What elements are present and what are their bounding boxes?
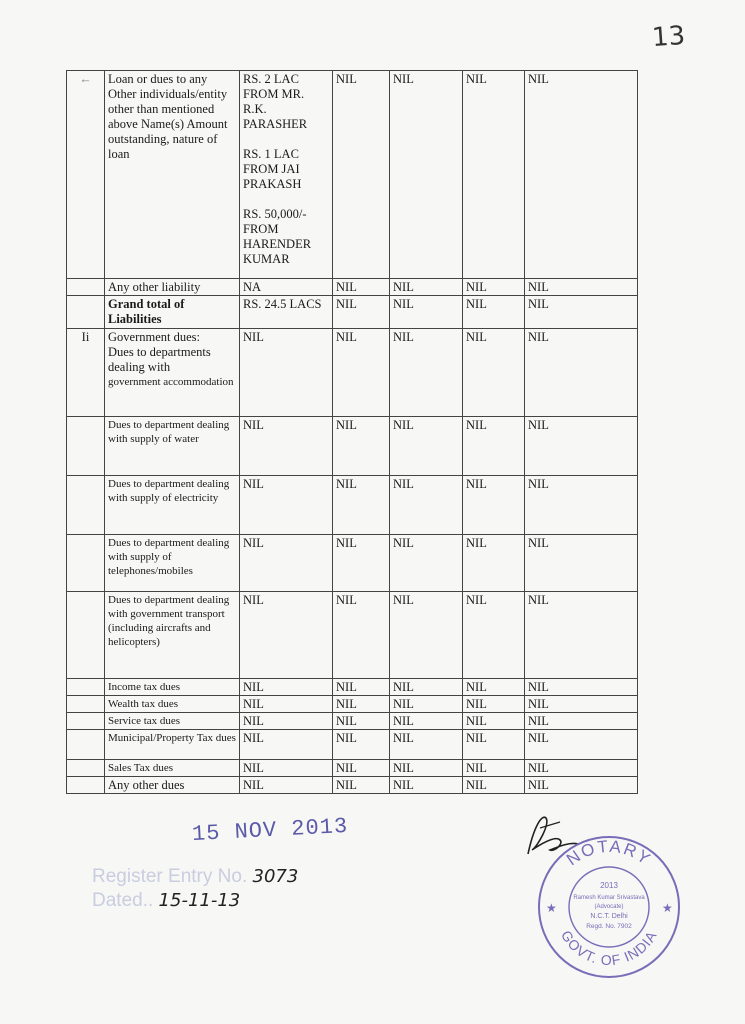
value-cell: NIL — [525, 535, 638, 592]
liabilities-table — [66, 70, 638, 794]
value-cell: NIL — [333, 476, 390, 535]
register-label: Register Entry No. — [92, 866, 248, 887]
value-cell: NIL — [525, 760, 638, 777]
serial-cell: Ii — [67, 329, 105, 417]
value-cell: NIL — [240, 679, 333, 696]
value-cell: NIL — [333, 679, 390, 696]
desc-line: Dues to departments dealing with — [108, 345, 211, 374]
value-cell: NIL — [333, 777, 390, 794]
value-cell: NIL — [240, 777, 333, 794]
description-cell: Dues to department dealing with government transport (including aircrafts and helicopters) — [105, 592, 240, 679]
description-cell: Loan or dues to any Other individuals/entity other than mentioned above Name(s) Amount outstanding, nature of loan — [105, 71, 240, 279]
value-cell: NIL — [333, 535, 390, 592]
table-row — [67, 679, 638, 696]
seal-bottom-text: GOVT. OF INDIA — [557, 927, 660, 969]
register-entry — [92, 866, 298, 888]
value-cell: NIL — [333, 592, 390, 679]
value-cell: NIL — [390, 279, 463, 296]
svg-text:GOVT. OF INDIA — [558, 928, 660, 969]
value-cell: NIL — [463, 679, 525, 696]
value-cell: NIL — [525, 329, 638, 417]
table-row — [67, 279, 638, 296]
serial-cell — [67, 279, 105, 296]
loan-entry: RS. 2 LAC FROM MR. R.K. PARASHER — [243, 72, 308, 131]
seal-name: Ramesh Kumar Srivastava — [573, 895, 645, 901]
description-cell: Dues to department dealing with supply of electricity — [105, 476, 240, 535]
seal-top-text: NOTARY — [563, 836, 656, 870]
seal-regd: Regd. No. 7902 — [586, 923, 632, 930]
value-cell: NIL — [525, 417, 638, 476]
serial-cell: ← — [67, 71, 105, 279]
serial-cell — [67, 535, 105, 592]
table-row — [67, 696, 638, 713]
value-cell: NIL — [525, 730, 638, 760]
value-cell: NIL — [240, 476, 333, 535]
value-cell: NIL — [463, 71, 525, 279]
value-cell: NIL — [390, 592, 463, 679]
table-row — [67, 777, 638, 794]
value-cell: NIL — [525, 696, 638, 713]
value-cell: NIL — [463, 279, 525, 296]
value-cell: NIL — [240, 329, 333, 417]
serial-cell — [67, 777, 105, 794]
serial-cell — [67, 296, 105, 329]
page-number: 13 — [650, 20, 687, 54]
value-cell: NIL — [463, 535, 525, 592]
serial-cell — [67, 713, 105, 730]
value-cell: NIL — [463, 417, 525, 476]
value-cell: NIL — [525, 279, 638, 296]
seal-star-icon: ★ — [662, 901, 673, 915]
description-cell: Service tax dues — [105, 713, 240, 730]
value-cell: NIL — [390, 535, 463, 592]
value-cell: NIL — [390, 329, 463, 417]
value-cell: NIL — [463, 476, 525, 535]
value-cell: NIL — [463, 777, 525, 794]
table-row — [67, 476, 638, 535]
seal-place: N.C.T. Delhi — [590, 913, 628, 920]
seal-star-icon: ★ — [546, 901, 557, 915]
value-cell: RS. 24.5 LACS — [240, 296, 333, 329]
value-cell: NIL — [525, 679, 638, 696]
seal-year: 2013 — [600, 881, 618, 890]
table-row — [67, 713, 638, 730]
value-cell: NIL — [463, 696, 525, 713]
table-row — [67, 71, 638, 279]
value-cell: NIL — [240, 535, 333, 592]
loan-entry: RS. 50,000/- FROM HARENDER KUMAR — [243, 207, 312, 266]
value-cell: NIL — [463, 713, 525, 730]
value-cell: NIL — [463, 329, 525, 417]
value-cell: NIL — [240, 713, 333, 730]
value-cell: NIL — [333, 329, 390, 417]
serial-cell — [67, 696, 105, 713]
table-row — [67, 296, 638, 329]
register-dated — [92, 890, 240, 912]
seal-role: (Advocate) — [594, 904, 624, 910]
value-cell: NIL — [390, 679, 463, 696]
serial-cell — [67, 476, 105, 535]
description-cell: Any other dues — [105, 777, 240, 794]
value-cell: NIL — [463, 296, 525, 329]
table-row — [67, 417, 638, 476]
table-row — [67, 535, 638, 592]
description-cell: Municipal/Property Tax dues — [105, 730, 240, 760]
description-cell: Income tax dues — [105, 679, 240, 696]
description-cell: Wealth tax dues — [105, 696, 240, 713]
svg-text:NOTARY — [563, 837, 655, 870]
value-cell: NIL — [333, 696, 390, 713]
value-cell: NIL — [333, 296, 390, 329]
value-cell: NIL — [525, 777, 638, 794]
value-cell: NIL — [390, 713, 463, 730]
value-cell: NIL — [525, 71, 638, 279]
value-cell: NIL — [390, 417, 463, 476]
table-row — [67, 592, 638, 679]
description-cell: Dues to department dealing with supply of water — [105, 417, 240, 476]
value-cell: NIL — [463, 730, 525, 760]
description-cell: Any other liability — [105, 279, 240, 296]
serial-cell — [67, 730, 105, 760]
serial-cell — [67, 592, 105, 679]
value-cell: NIL — [240, 760, 333, 777]
value-cell: NIL — [390, 777, 463, 794]
description-cell — [105, 329, 240, 417]
value-cell: NIL — [390, 730, 463, 760]
value-cell: NIL — [333, 730, 390, 760]
value-cell: NIL — [240, 696, 333, 713]
desc-line: Government dues: — [108, 330, 200, 344]
value-cell: NIL — [333, 760, 390, 777]
value-cell: NIL — [333, 71, 390, 279]
value-cell-self — [240, 71, 333, 279]
register-number: 3073 — [252, 866, 299, 887]
value-cell: NIL — [390, 696, 463, 713]
value-cell: NIL — [390, 476, 463, 535]
value-cell: NIL — [240, 592, 333, 679]
serial-cell — [67, 417, 105, 476]
description-cell: Grand total of Liabilities — [105, 296, 240, 329]
desc-line: government accommodation — [108, 376, 234, 388]
value-cell: NIL — [333, 713, 390, 730]
serial-cell — [67, 760, 105, 777]
value-cell: NIL — [525, 476, 638, 535]
value-cell: NIL — [333, 417, 390, 476]
value-cell: NIL — [463, 592, 525, 679]
value-cell: NIL — [463, 760, 525, 777]
value-cell: NA — [240, 279, 333, 296]
serial-cell — [67, 679, 105, 696]
description-cell: Dues to department dealing with supply of telephones/mobiles — [105, 535, 240, 592]
description-cell: Sales Tax dues — [105, 760, 240, 777]
table-row — [67, 760, 638, 777]
value-cell: NIL — [525, 713, 638, 730]
value-cell: NIL — [390, 71, 463, 279]
value-cell: NIL — [333, 279, 390, 296]
date-stamp: 15 NOV 2013 — [191, 813, 349, 848]
value-cell: NIL — [240, 730, 333, 760]
value-cell: NIL — [390, 296, 463, 329]
table-row — [67, 730, 638, 760]
dated-label: Dated.. — [92, 890, 154, 911]
value-cell: NIL — [240, 417, 333, 476]
value-cell: NIL — [390, 760, 463, 777]
dated-value: 15-11-13 — [158, 890, 241, 911]
notary-seal — [534, 832, 684, 982]
value-cell: NIL — [525, 296, 638, 329]
loan-entry: RS. 1 LAC FROM JAI PRAKASH — [243, 147, 302, 191]
table-row — [67, 329, 638, 417]
value-cell: NIL — [525, 592, 638, 679]
